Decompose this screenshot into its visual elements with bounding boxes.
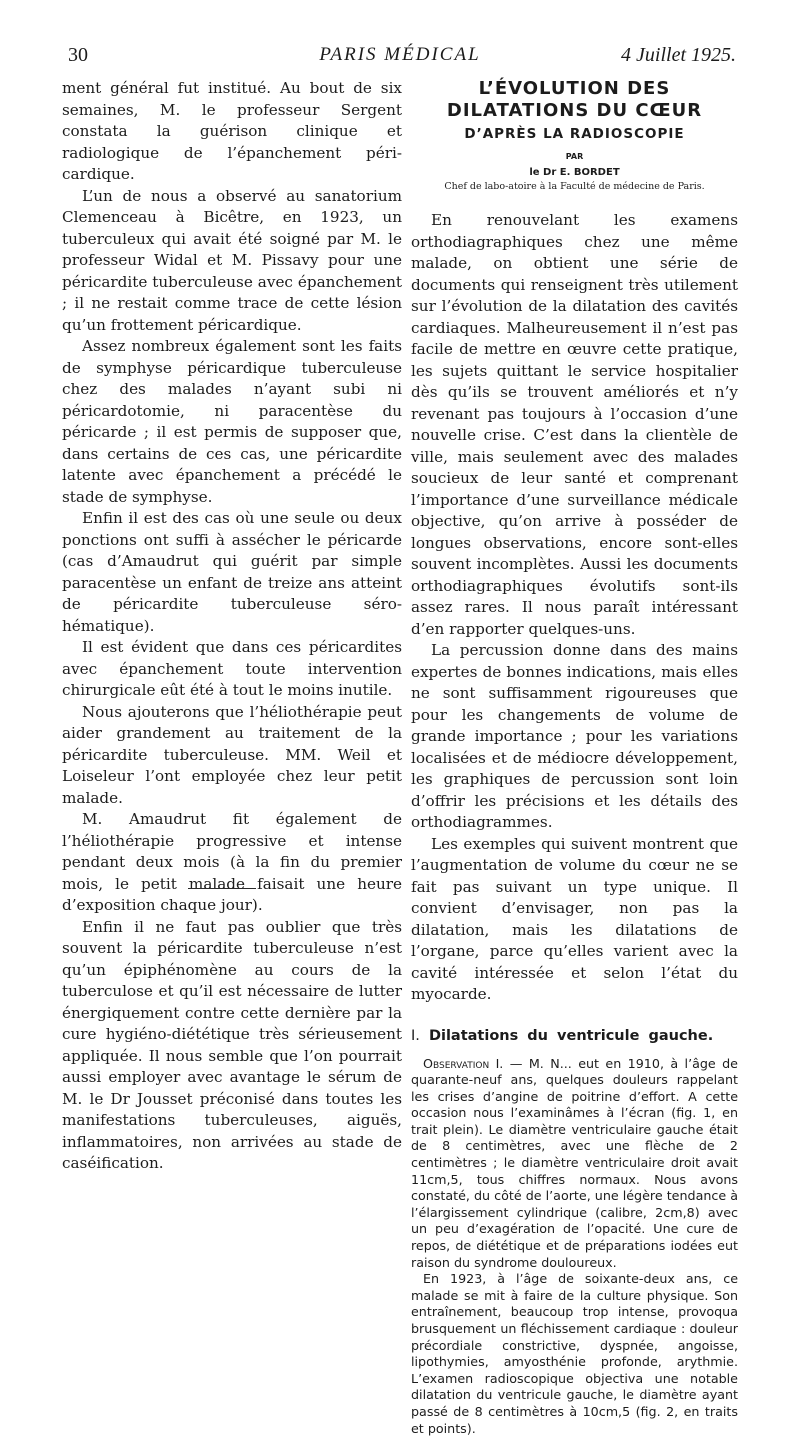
byline-par: PAR bbox=[411, 152, 738, 161]
page-number: 30 bbox=[68, 44, 88, 67]
paragraph: Il est évident que dans ces péricardites avec épanchement toute intervention chirurgicale eût été à tout le moins inutile. bbox=[62, 637, 402, 702]
paragraph: Nous ajouterons que l’héliothérapie peut aider grandement au traitement de la péricardite tuberculeuse. MM. Weil et Loiseleur l’ont employée chez leur petit malade. bbox=[62, 702, 402, 810]
left-column bbox=[62, 78, 402, 1175]
section-title: Dilatations du ventricule gauche. bbox=[429, 1028, 713, 1044]
article-subtitle: D’APRÈS LA RADIOSCOPIE bbox=[411, 124, 738, 144]
observation-text: — M. N... eut en 1910, à l’âge de quarante-neuf ans, quelques douleurs rappelant les crises d’angine de poitrine d’effort. A cette occasion nous l’examinâmes à l’écran (fig. 1, en trait plein). Le diamètre ventriculaire gauche était de 8 centimètres, avec une flèche de 2 centimètres ; le diamètre ventriculaire droit avait 11cm,5, tous chiffres normaux. Nous avons constaté, du côté de l’aorte, une légère tendance à l’élargissement cylindrique (calibre, 2cm,8) avec un peu d’exagération de l’opacité. Une cure de repos, de diététique et de préparations iodées eut raison du syndrome douloureux. bbox=[411, 1056, 738, 1270]
observation-block bbox=[411, 1056, 738, 1437]
issue-date: 4 Juillet 1925. bbox=[621, 44, 736, 67]
observation-label: Observation I. bbox=[423, 1056, 503, 1071]
paragraph: Assez nombreux également sont les faits de symphyse péricardique tuberculeuse chez des malades n’ayant subi ni péricardotomie, ni paracentèse du péricarde ; il est permis de supposer que, dans certains de ces cas, une péricardite latente avec épanchement a précédé le stade de symphyse. bbox=[62, 336, 402, 508]
right-column bbox=[411, 78, 738, 1437]
section-number: I. bbox=[411, 1028, 420, 1044]
author-affiliation: Chef de labo-atoire à la Faculté de médecine de Paris. bbox=[411, 181, 738, 192]
paragraph: ment général fut institué. Au bout de six semaines, M. le professeur Sergent constata la guérison clinique et radiologique de l’épanchement péri-cardique. bbox=[62, 78, 402, 186]
article-body bbox=[411, 210, 738, 1006]
paragraph: En renouvelant les examens orthodiagraphiques chez une même malade, on obtient une série de documents qui renseignent très utilement sur l’évolution de la dilatation des cavités cardiaques. Malheureusement il n’est pas facile de mettre en œuvre cette pratique, les sujets quittant le service hospitalier dès qu’ils se trouvent améliorés et n’y revenant pas toujours à l’occasion d’une nouvelle crise. C’est dans la clientèle de ville, mais seulement avec des malades soucieux de leur santé et comprenant l’importance d’une surveillance médicale objective, qu’on arrive à posséder de longues observations, encore sont-elles souvent incomplètes. Aussi les documents orthodiagraphiques évolutifs sont-ils assez rares. Il nous paraît intéressant d’en rapporter quelques-uns. bbox=[411, 210, 738, 640]
paragraph: Enfin il est des cas où une seule ou deux ponctions ont suffi à assécher le péricarde (cas d’Amaudrut qui guérit par simple paracentèse un enfant de treize ans atteint de péricardite tuberculeuse séro-hématique). bbox=[62, 508, 402, 637]
paragraph: L’un de nous a observé au sanatorium Clemenceau à Bicêtre, en 1923, un tuberculeux qui avait été soigné par M. le professeur Widal et M. Pissavy pour une péricardite tuberculeuse avec épanchement ; il ne restait comme trace de cette lésion qu’un frottement péricardique. bbox=[62, 186, 402, 337]
paragraph: Enfin il ne faut pas oublier que très souvent la péricardite tuberculeuse n’est qu’un épiphénomène au cours de la tuberculose et qu’il est nécessaire de lutter énergiquement contre cette dernière par la cure hygiéno-diététique très sérieusement appliquée. Il nous semble que l’on pourrait aussi employer avec avantage le sérum de M. le Dr Jousset préconisé dans toutes les manifestations tuberculeuses, aiguës, inflammatoires, non arrivées au stade de caséification. bbox=[62, 917, 402, 1175]
section-divider bbox=[188, 888, 256, 889]
observation-paragraph: En 1923, à l’âge de soixante-deux ans, ce malade se mit à faire de la culture physique. Son entraînement, beaucoup trop intense, provoqua brusquement un fléchissement cardiaque : douleur précordiale constrictive, dyspnée, angoisse, lipothymies, amyosthénie profonde, arythmie. L’examen radioscopique objectiva une notable dilatation du ventricule gauche, le diamètre ayant passé de 8 centimètres à 10cm,5 (fig. 2, en traits et points). bbox=[411, 1271, 738, 1437]
paragraph: M. Amaudrut fit également de l’héliothérapie progressive et intense pendant deux mois (à la fin du premier mois, le petit malade faisait une heure d’exposition chaque jour). bbox=[62, 809, 402, 917]
observation-paragraph bbox=[411, 1056, 738, 1272]
author: le Dr E. BORDET bbox=[411, 167, 738, 178]
journal-title: PARIS MÉDICAL bbox=[0, 44, 800, 66]
paragraph: Les exemples qui suivent montrent que l’augmentation de volume du cœur ne se fait pas suivant un type unique. Il convient d’envisager, non pas la dilatation, mais les dilatations de l’organe, parce qu’elles varient avec la cavité intéressée et selon l’état du myocarde. bbox=[411, 834, 738, 1006]
paragraph: La percussion donne dans des mains expertes de bonnes indications, mais elles ne sont suffisamment rigoureuses que pour les changements de volume de grande importance ; pour les variations localisées et de médiocre développement, les graphiques de percussion sont loin d’offrir les précisions et les détails des orthodiagrammes. bbox=[411, 640, 738, 834]
section-heading bbox=[411, 1028, 738, 1044]
article-title-line2: DILATATIONS DU CŒUR bbox=[411, 100, 738, 122]
article-title-line1: L’ÉVOLUTION DES bbox=[411, 78, 738, 100]
page-header bbox=[0, 0, 800, 74]
